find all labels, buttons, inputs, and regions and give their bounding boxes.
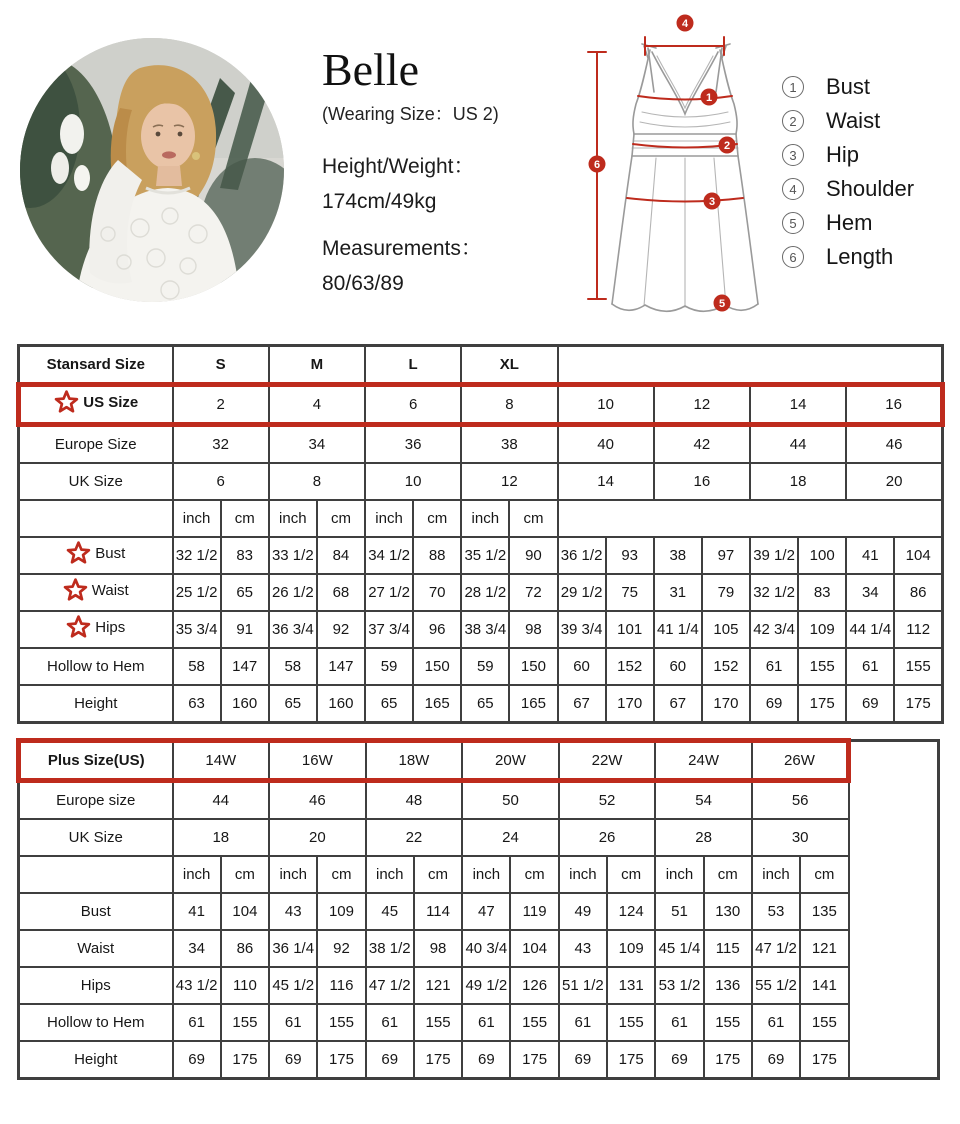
- measure-value-cell: 155: [704, 1004, 752, 1041]
- measure-value-cell: 43: [559, 930, 607, 967]
- measure-value-cell: 104: [510, 930, 558, 967]
- measure-value-cell: 86: [221, 930, 269, 967]
- row-label: Waist: [19, 930, 173, 967]
- measurement-legend: [782, 70, 914, 274]
- size-value-cell: 48: [366, 781, 463, 820]
- measure-value-cell: 49 1/2: [462, 967, 510, 1004]
- measure-value-cell: 104: [894, 537, 942, 574]
- measure-value-cell: 109: [317, 893, 365, 930]
- measure-value-cell: 45 1/2: [269, 967, 317, 1004]
- measure-value-cell: 83: [798, 574, 846, 611]
- row-label: UK Size: [19, 463, 173, 500]
- size-group-header: L: [365, 346, 461, 385]
- measure-value-cell: 165: [509, 685, 557, 723]
- row-label: Height: [19, 1041, 173, 1079]
- measure-value-cell: 40 3/4: [462, 930, 510, 967]
- measure-value-cell: 121: [800, 930, 848, 967]
- size-value-cell: 14: [558, 463, 654, 500]
- measure-value-cell: 67: [654, 685, 702, 723]
- unit-cell: cm: [607, 856, 655, 893]
- legend-label: Length: [826, 244, 894, 269]
- legend-item-bust: [782, 70, 914, 104]
- size-value-cell: 54: [655, 781, 752, 820]
- measure-value-cell: 49: [559, 893, 607, 930]
- row-label: Height: [19, 685, 173, 723]
- measure-value-cell: 60: [558, 648, 606, 685]
- measure-value-cell: 47: [462, 893, 510, 930]
- measure-value-cell: 175: [894, 685, 942, 723]
- measure-value-cell: 53 1/2: [655, 967, 703, 1004]
- measure-value-cell: 69: [269, 1041, 317, 1079]
- row-label: Hips: [19, 967, 173, 1004]
- size-value-cell: 38: [461, 425, 557, 464]
- measure-value-cell: 155: [221, 1004, 269, 1041]
- measure-value-cell: 69: [559, 1041, 607, 1079]
- measure-value-cell: 86: [894, 574, 942, 611]
- measure-value-cell: 90: [509, 537, 557, 574]
- measure-value-cell: 104: [221, 893, 269, 930]
- svg-text:3: 3: [708, 196, 716, 208]
- badge-hem: [714, 295, 731, 312]
- standard-size-table: [16, 344, 945, 724]
- measure-value-cell: 47 1/2: [366, 967, 414, 1004]
- measure-value-cell: 93: [606, 537, 654, 574]
- size-value-cell: 16: [846, 385, 942, 425]
- measure-value-cell: 37 3/4: [365, 611, 413, 648]
- plus-size-table: [16, 738, 940, 1080]
- star-icon: [66, 615, 91, 640]
- measure-value-cell: 97: [702, 537, 750, 574]
- size-group-header: 20W: [462, 741, 559, 781]
- size-value-cell: 28: [655, 819, 752, 856]
- row-label: [19, 385, 173, 425]
- measure-value-cell: 116: [317, 967, 365, 1004]
- unit-row-spacer: [19, 856, 173, 893]
- measure-value-cell: 92: [317, 611, 365, 648]
- size-group-header: 24W: [655, 741, 752, 781]
- unit-cell: inch: [173, 856, 221, 893]
- unit-cell: cm: [221, 500, 269, 537]
- size-value-cell: 20: [846, 463, 942, 500]
- measure-value-cell: 100: [798, 537, 846, 574]
- unit-cell: cm: [317, 500, 365, 537]
- legend-item-length: [782, 240, 914, 274]
- size-value-cell: 4: [269, 385, 365, 425]
- measure-value-cell: 175: [510, 1041, 558, 1079]
- unit-cell: inch: [269, 500, 317, 537]
- unit-cell: cm: [509, 500, 557, 537]
- measure-value-cell: 59: [365, 648, 413, 685]
- measure-value-cell: 119: [510, 893, 558, 930]
- measure-value-cell: 70: [413, 574, 461, 611]
- measure-value-cell: 75: [606, 574, 654, 611]
- measure-value-cell: 165: [413, 685, 461, 723]
- measure-value-cell: 28 1/2: [461, 574, 509, 611]
- measure-value-cell: 155: [317, 1004, 365, 1041]
- measure-value-cell: 43 1/2: [173, 967, 221, 1004]
- measure-value-cell: 109: [798, 611, 846, 648]
- measure-value-cell: 160: [221, 685, 269, 723]
- measure-value-cell: 83: [221, 537, 269, 574]
- size-value-cell: 34: [269, 425, 365, 464]
- unit-cell: inch: [461, 500, 509, 537]
- measure-value-cell: 175: [221, 1041, 269, 1079]
- size-value-cell: 24: [462, 819, 559, 856]
- measure-value-cell: 155: [607, 1004, 655, 1041]
- row-label-text: Hips: [95, 619, 126, 636]
- measure-value-cell: 35 3/4: [173, 611, 221, 648]
- measure-value-cell: 35 1/2: [461, 537, 509, 574]
- measure-value-cell: 109: [607, 930, 655, 967]
- measure-value-cell: 33 1/2: [269, 537, 317, 574]
- measure-value-cell: 51: [655, 893, 703, 930]
- measure-value-cell: 79: [702, 574, 750, 611]
- measure-value-cell: 155: [800, 1004, 848, 1041]
- measure-value-cell: 41 1/4: [654, 611, 702, 648]
- measure-value-cell: 175: [704, 1041, 752, 1079]
- badge-shoulder: [677, 15, 694, 32]
- measure-value-cell: 131: [607, 967, 655, 1004]
- measure-value-cell: 36 1/2: [558, 537, 606, 574]
- svg-text:1: 1: [705, 92, 713, 104]
- unit-cell: inch: [366, 856, 414, 893]
- measurements-value: 80/63/89: [322, 272, 404, 296]
- unit-cell: cm: [414, 856, 462, 893]
- measure-value-cell: 91: [221, 611, 269, 648]
- unit-cell: cm: [704, 856, 752, 893]
- row-label: Europe Size: [19, 425, 173, 464]
- measure-value-cell: 45: [366, 893, 414, 930]
- measure-value-cell: 88: [413, 537, 461, 574]
- measure-value-cell: 72: [509, 574, 557, 611]
- row-label: Hollow to Hem: [19, 1004, 173, 1041]
- star-icon: [54, 390, 79, 415]
- circled-number-icon: 5: [782, 212, 804, 234]
- measure-value-cell: 25 1/2: [173, 574, 221, 611]
- measure-value-cell: 58: [173, 648, 221, 685]
- unit-cell: inch: [365, 500, 413, 537]
- svg-text:6: 6: [593, 159, 601, 171]
- size-value-cell: 44: [173, 781, 270, 820]
- badge-bust: [701, 89, 718, 106]
- measure-value-cell: 61: [269, 1004, 317, 1041]
- measure-value-cell: 135: [800, 893, 848, 930]
- measure-value-cell: 31: [654, 574, 702, 611]
- measure-value-cell: 61: [559, 1004, 607, 1041]
- measure-value-cell: 65: [461, 685, 509, 723]
- size-value-cell: 10: [558, 385, 654, 425]
- measure-value-cell: 114: [414, 893, 462, 930]
- measure-value-cell: 34: [173, 930, 221, 967]
- row-label: Bust: [19, 893, 173, 930]
- starred-label: [66, 541, 125, 566]
- starred-label: [54, 390, 138, 415]
- model-info: [322, 46, 537, 296]
- size-value-cell: 40: [558, 425, 654, 464]
- measure-value-cell: 175: [800, 1041, 848, 1079]
- badge-hip: [704, 193, 721, 210]
- tables-section: [0, 344, 960, 1080]
- measure-value-cell: 69: [846, 685, 894, 723]
- measure-value-cell: 65: [365, 685, 413, 723]
- measure-value-cell: 69: [655, 1041, 703, 1079]
- measure-value-cell: 69: [462, 1041, 510, 1079]
- unit-cell: inch: [559, 856, 607, 893]
- unit-cell: cm: [221, 856, 269, 893]
- size-value-cell: 12: [461, 463, 557, 500]
- unit-cell: inch: [173, 500, 221, 537]
- measure-value-cell: 150: [509, 648, 557, 685]
- legend-label: Hip: [826, 142, 860, 167]
- measure-value-cell: 61: [655, 1004, 703, 1041]
- size-value-cell: 14: [750, 385, 846, 425]
- measure-value-cell: 63: [173, 685, 221, 723]
- legend-label: Waist: [826, 108, 881, 133]
- circled-number-icon: 1: [782, 76, 804, 98]
- measure-value-cell: 61: [462, 1004, 510, 1041]
- legend-item-waist: [782, 104, 914, 138]
- size-value-cell: 6: [365, 385, 461, 425]
- measure-value-cell: 98: [509, 611, 557, 648]
- measure-value-cell: 41: [173, 893, 221, 930]
- size-group-header: 18W: [366, 741, 463, 781]
- size-value-cell: 42: [654, 425, 750, 464]
- measure-value-cell: 41: [846, 537, 894, 574]
- unit-cell: inch: [752, 856, 800, 893]
- unit-cell: cm: [413, 500, 461, 537]
- dress-diagram: [572, 4, 772, 334]
- measure-value-cell: 69: [366, 1041, 414, 1079]
- header-section: [0, 0, 960, 340]
- size-group-header: M: [269, 346, 365, 385]
- size-group-header: 14W: [173, 741, 270, 781]
- measure-value-cell: 105: [702, 611, 750, 648]
- size-value-cell: 46: [846, 425, 942, 464]
- unit-cell: inch: [462, 856, 510, 893]
- measure-value-cell: 136: [704, 967, 752, 1004]
- size-value-cell: 22: [366, 819, 463, 856]
- measure-value-cell: 45 1/4: [655, 930, 703, 967]
- measure-value-cell: 69: [750, 685, 798, 723]
- measure-value-cell: 61: [173, 1004, 221, 1041]
- starred-label: [66, 615, 125, 640]
- size-value-cell: 36: [365, 425, 461, 464]
- measure-value-cell: 67: [558, 685, 606, 723]
- legend-label: Hem: [826, 210, 873, 235]
- row-label: Hollow to Hem: [19, 648, 173, 685]
- wearing-size: (Wearing Size：US 2): [322, 104, 499, 125]
- measure-value-cell: 38: [654, 537, 702, 574]
- size-value-cell: 18: [750, 463, 846, 500]
- measure-value-cell: 34 1/2: [365, 537, 413, 574]
- measure-value-cell: 65: [269, 685, 317, 723]
- size-value-cell: 8: [269, 463, 365, 500]
- table-corner-label: Stansard Size: [19, 346, 173, 385]
- size-group-header: 22W: [559, 741, 656, 781]
- circled-number-icon: 4: [782, 178, 804, 200]
- table-corner-label: Plus Size(US): [19, 741, 173, 781]
- measure-value-cell: 126: [510, 967, 558, 1004]
- size-group-header: S: [173, 346, 269, 385]
- badge-waist: [719, 137, 736, 154]
- measure-value-cell: 65: [221, 574, 269, 611]
- measure-value-cell: 39 3/4: [558, 611, 606, 648]
- size-value-cell: 8: [461, 385, 557, 425]
- measure-value-cell: 69: [173, 1041, 221, 1079]
- size-value-cell: 52: [559, 781, 656, 820]
- measure-value-cell: 69: [752, 1041, 800, 1079]
- size-value-cell: 20: [269, 819, 366, 856]
- size-value-cell: 18: [173, 819, 270, 856]
- size-value-cell: 30: [752, 819, 849, 856]
- star-icon: [63, 578, 88, 603]
- measure-value-cell: 152: [606, 648, 654, 685]
- measure-value-cell: 150: [413, 648, 461, 685]
- legend-item-hip: [782, 138, 914, 172]
- measure-value-cell: 175: [607, 1041, 655, 1079]
- height-weight-label: Height/Weight：: [322, 155, 475, 179]
- measure-value-cell: 26 1/2: [269, 574, 317, 611]
- measure-value-cell: 58: [269, 648, 317, 685]
- measure-value-cell: 68: [317, 574, 365, 611]
- size-value-cell: 46: [269, 781, 366, 820]
- size-value-cell: 12: [654, 385, 750, 425]
- row-label-text: US Size: [83, 394, 139, 411]
- size-value-cell: 2: [173, 385, 269, 425]
- row-label-text: Bust: [95, 545, 126, 562]
- legend-label: Shoulder: [826, 176, 915, 201]
- measure-value-cell: 38 1/2: [366, 930, 414, 967]
- circled-number-icon: 3: [782, 144, 804, 166]
- measure-value-cell: 36 1/4: [269, 930, 317, 967]
- legend-label: Bust: [826, 74, 871, 99]
- size-value-cell: 32: [173, 425, 269, 464]
- badge-length: [589, 156, 606, 173]
- measure-value-cell: 59: [461, 648, 509, 685]
- unit-cell: cm: [317, 856, 365, 893]
- measure-value-cell: 152: [702, 648, 750, 685]
- size-value-cell: 50: [462, 781, 559, 820]
- measure-value-cell: 61: [846, 648, 894, 685]
- svg-text:2: 2: [723, 140, 731, 152]
- svg-text:5: 5: [718, 298, 726, 310]
- starred-label: [63, 578, 129, 603]
- empty-cell: [849, 741, 939, 1079]
- size-value-cell: 16: [654, 463, 750, 500]
- measure-value-cell: 44 1/4: [846, 611, 894, 648]
- measure-value-cell: 115: [704, 930, 752, 967]
- size-value-cell: 10: [365, 463, 461, 500]
- measure-value-cell: 61: [366, 1004, 414, 1041]
- size-value-cell: 26: [559, 819, 656, 856]
- measure-value-cell: 175: [317, 1041, 365, 1079]
- size-value-cell: 6: [173, 463, 269, 500]
- row-label-text: Waist: [91, 582, 129, 599]
- legend-item-hem: [782, 206, 914, 240]
- unit-cell: cm: [510, 856, 558, 893]
- row-label: UK Size: [19, 819, 173, 856]
- measure-value-cell: 170: [702, 685, 750, 723]
- measure-value-cell: 175: [414, 1041, 462, 1079]
- measure-value-cell: 112: [894, 611, 942, 648]
- circled-number-icon: 6: [782, 246, 804, 268]
- legend-item-shoulder: [782, 172, 914, 206]
- size-group-header: 16W: [269, 741, 366, 781]
- measure-value-cell: 92: [317, 930, 365, 967]
- measure-value-cell: 43: [269, 893, 317, 930]
- unit-cell: inch: [655, 856, 703, 893]
- measurements-label: Measurements：: [322, 237, 482, 261]
- unit-cell: inch: [269, 856, 317, 893]
- measure-value-cell: 141: [800, 967, 848, 1004]
- measure-value-cell: 155: [510, 1004, 558, 1041]
- measure-value-cell: 38 3/4: [461, 611, 509, 648]
- star-icon: [66, 541, 91, 566]
- size-value-cell: 56: [752, 781, 849, 820]
- measure-value-cell: 121: [414, 967, 462, 1004]
- model-photo-illustration: [20, 38, 284, 302]
- row-label: [19, 611, 173, 648]
- measure-value-cell: 32 1/2: [173, 537, 221, 574]
- measure-value-cell: 51 1/2: [559, 967, 607, 1004]
- unit-cell: cm: [800, 856, 848, 893]
- measure-value-cell: 124: [607, 893, 655, 930]
- measure-value-cell: 47 1/2: [752, 930, 800, 967]
- measure-value-cell: 84: [317, 537, 365, 574]
- measure-value-cell: 98: [414, 930, 462, 967]
- size-group-header: XL: [461, 346, 557, 385]
- measure-value-cell: 29 1/2: [558, 574, 606, 611]
- measure-value-cell: 147: [317, 648, 365, 685]
- measure-value-cell: 96: [413, 611, 461, 648]
- style-name: Belle: [322, 44, 420, 95]
- model-photo: [20, 38, 284, 302]
- size-value-cell: 44: [750, 425, 846, 464]
- circled-number-icon: 2: [782, 110, 804, 132]
- row-label: [19, 574, 173, 611]
- height-weight-value: 174cm/49kg: [322, 190, 437, 214]
- row-label: Europe size: [19, 781, 173, 820]
- measure-value-cell: 101: [606, 611, 654, 648]
- row-label: [19, 537, 173, 574]
- measure-value-cell: 110: [221, 967, 269, 1004]
- measure-value-cell: 61: [752, 1004, 800, 1041]
- measure-value-cell: 34: [846, 574, 894, 611]
- measure-value-cell: 155: [798, 648, 846, 685]
- measure-value-cell: 32 1/2: [750, 574, 798, 611]
- measure-value-cell: 55 1/2: [752, 967, 800, 1004]
- measure-value-cell: 170: [606, 685, 654, 723]
- measure-value-cell: 60: [654, 648, 702, 685]
- measure-value-cell: 36 3/4: [269, 611, 317, 648]
- size-group-header: 26W: [752, 741, 849, 781]
- measure-value-cell: 130: [704, 893, 752, 930]
- measure-value-cell: 155: [414, 1004, 462, 1041]
- measure-value-cell: 27 1/2: [365, 574, 413, 611]
- measure-value-cell: 147: [221, 648, 269, 685]
- unit-row-spacer: [19, 500, 173, 537]
- measure-value-cell: 175: [798, 685, 846, 723]
- measure-value-cell: 53: [752, 893, 800, 930]
- svg-text:4: 4: [681, 18, 689, 30]
- measure-value-cell: 155: [894, 648, 942, 685]
- measure-value-cell: 160: [317, 685, 365, 723]
- measure-value-cell: 61: [750, 648, 798, 685]
- measure-value-cell: 39 1/2: [750, 537, 798, 574]
- measure-value-cell: 42 3/4: [750, 611, 798, 648]
